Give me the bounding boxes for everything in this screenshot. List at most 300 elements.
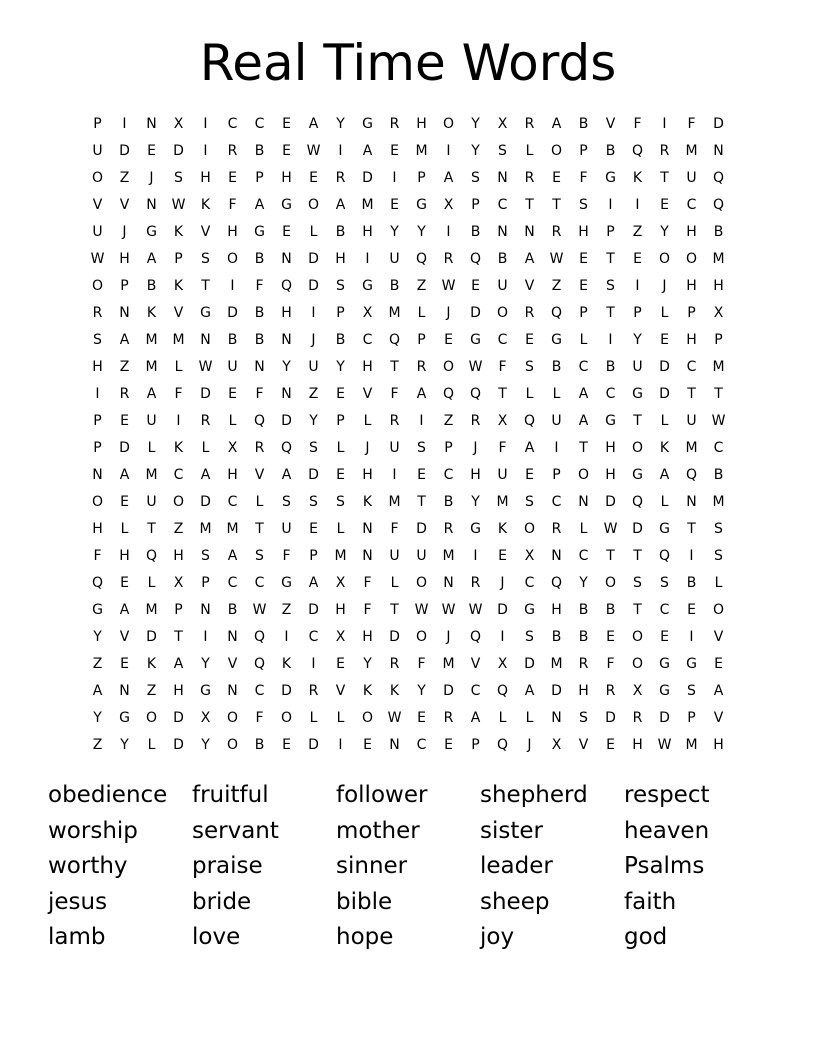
grid-letter[interactable]: H (470, 467, 481, 483)
grid-letter[interactable]: N (389, 737, 400, 753)
grid-letter[interactable]: H (92, 521, 103, 537)
grid-letter[interactable]: H (281, 305, 292, 321)
grid-letter[interactable]: E (444, 737, 453, 753)
grid-letter[interactable]: P (687, 305, 696, 321)
grid-letter[interactable]: V (578, 737, 589, 753)
grid-letter[interactable]: D (389, 629, 400, 645)
grid-letter[interactable]: R (389, 116, 400, 132)
grid-letter[interactable]: W (603, 521, 618, 537)
grid-letter[interactable]: D (200, 494, 211, 510)
grid-letter[interactable]: O (604, 575, 617, 591)
grid-letter[interactable]: P (336, 305, 345, 321)
grid-letter[interactable]: L (255, 494, 264, 510)
grid-letter[interactable]: D (416, 521, 427, 537)
grid-letter[interactable]: L (336, 710, 345, 726)
grid-letter[interactable]: P (174, 602, 183, 618)
grid-letter[interactable]: F (363, 602, 372, 618)
grid-letter[interactable]: R (659, 143, 670, 159)
grid-letter[interactable]: E (309, 521, 318, 537)
grid-letter[interactable]: I (635, 278, 640, 294)
grid-letter[interactable]: G (119, 710, 130, 726)
grid-letter[interactable]: I (392, 467, 397, 483)
grid-letter[interactable]: A (524, 683, 535, 699)
grid-letter[interactable]: I (203, 143, 208, 159)
grid-letter[interactable]: L (363, 413, 372, 429)
grid-letter[interactable]: M (712, 251, 725, 267)
grid-letter[interactable]: N (551, 548, 562, 564)
grid-letter[interactable]: D (524, 656, 535, 672)
grid-letter[interactable]: I (500, 629, 505, 645)
grid-letter[interactable]: T (633, 602, 642, 618)
grid-letter[interactable]: Q (388, 332, 401, 348)
grid-letter[interactable]: B (254, 143, 265, 159)
grid-letter[interactable]: R (389, 656, 400, 672)
grid-letter[interactable]: B (335, 224, 346, 240)
grid-letter[interactable]: Q (253, 629, 266, 645)
grid-letter[interactable]: N (119, 683, 130, 699)
grid-letter[interactable]: C (605, 386, 616, 402)
grid-letter[interactable]: P (417, 332, 426, 348)
grid-letter[interactable]: D (119, 143, 130, 159)
grid-letter[interactable]: P (93, 440, 102, 456)
grid-letter[interactable]: Y (660, 224, 669, 240)
grid-letter[interactable]: H (362, 224, 373, 240)
grid-letter[interactable]: G (92, 602, 103, 618)
grid-letter[interactable]: V (92, 197, 103, 213)
grid-letter[interactable]: E (606, 737, 615, 753)
grid-letter[interactable]: Y (471, 494, 480, 510)
grid-letter[interactable]: O (442, 359, 455, 375)
grid-letter[interactable]: E (363, 737, 372, 753)
grid-letter[interactable]: S (309, 440, 318, 456)
grid-letter[interactable]: Q (550, 305, 563, 321)
grid-letter[interactable]: S (525, 359, 534, 375)
grid-letter[interactable]: P (93, 413, 102, 429)
grid-letter[interactable]: T (660, 170, 669, 186)
grid-letter[interactable]: Z (443, 413, 454, 429)
grid-letter[interactable]: N (146, 197, 157, 213)
grid-letter[interactable]: X (497, 413, 508, 429)
grid-letter[interactable]: J (500, 575, 505, 591)
grid-letter[interactable]: N (497, 224, 508, 240)
grid-letter[interactable]: Z (146, 683, 157, 699)
grid-letter[interactable]: P (309, 548, 318, 564)
grid-letter[interactable]: G (200, 683, 211, 699)
grid-letter[interactable]: F (687, 116, 696, 132)
grid-letter[interactable]: M (415, 143, 428, 159)
grid-letter[interactable]: B (605, 602, 616, 618)
grid-letter[interactable]: O (280, 710, 293, 726)
grid-letter[interactable]: S (471, 170, 480, 186)
grid-letter[interactable]: K (173, 224, 184, 240)
grid-letter[interactable]: F (633, 116, 642, 132)
grid-letter[interactable]: T (633, 413, 642, 429)
grid-letter[interactable]: D (443, 683, 454, 699)
grid-letter[interactable]: Z (632, 224, 643, 240)
grid-letter[interactable]: O (631, 440, 644, 456)
grid-letter[interactable]: W (414, 602, 429, 618)
grid-letter[interactable]: S (336, 278, 345, 294)
grid-letter[interactable]: C (308, 629, 319, 645)
grid-letter[interactable]: B (254, 737, 265, 753)
grid-letter[interactable]: V (254, 467, 265, 483)
grid-letter[interactable]: M (685, 737, 698, 753)
grid-letter[interactable]: N (713, 143, 724, 159)
grid-letter[interactable]: T (390, 359, 399, 375)
grid-letter[interactable]: E (417, 710, 426, 726)
grid-letter[interactable]: D (173, 710, 184, 726)
grid-letter[interactable]: P (552, 467, 561, 483)
grid-letter[interactable]: H (227, 467, 238, 483)
grid-letter[interactable]: O (226, 251, 239, 267)
grid-letter[interactable]: P (579, 143, 588, 159)
grid-letter[interactable]: A (119, 332, 130, 348)
grid-letter[interactable]: I (473, 548, 478, 564)
grid-letter[interactable]: W (549, 251, 564, 267)
grid-letter[interactable]: R (200, 413, 211, 429)
grid-letter[interactable]: E (471, 278, 480, 294)
grid-letter[interactable]: J (527, 737, 532, 753)
grid-letter[interactable]: A (524, 440, 535, 456)
grid-letter[interactable]: K (173, 278, 184, 294)
grid-letter[interactable]: R (632, 710, 643, 726)
grid-letter[interactable]: P (255, 170, 264, 186)
grid-letter[interactable]: R (524, 305, 535, 321)
grid-letter[interactable]: M (442, 656, 455, 672)
grid-letter[interactable]: X (524, 548, 535, 564)
grid-letter[interactable]: A (524, 251, 535, 267)
grid-letter[interactable]: E (552, 170, 561, 186)
grid-letter[interactable]: T (417, 494, 426, 510)
grid-letter[interactable]: H (578, 224, 589, 240)
grid-letter[interactable]: B (335, 332, 346, 348)
grid-letter[interactable]: X (362, 305, 373, 321)
grid-letter[interactable]: Q (415, 251, 428, 267)
grid-letter[interactable]: M (145, 359, 158, 375)
grid-letter[interactable]: H (416, 116, 427, 132)
grid-letter[interactable]: X (173, 116, 184, 132)
grid-letter[interactable]: D (281, 413, 292, 429)
grid-letter[interactable]: Y (336, 116, 345, 132)
grid-letter[interactable]: Q (631, 143, 644, 159)
grid-letter[interactable]: E (390, 143, 399, 159)
grid-letter[interactable]: A (713, 683, 724, 699)
grid-letter[interactable]: K (173, 440, 184, 456)
grid-letter[interactable]: A (146, 251, 157, 267)
grid-letter[interactable]: X (632, 683, 643, 699)
grid-letter[interactable]: W (468, 602, 483, 618)
grid-letter[interactable]: G (686, 656, 697, 672)
grid-letter[interactable]: O (91, 278, 104, 294)
grid-letter[interactable]: A (227, 548, 238, 564)
grid-letter[interactable]: N (524, 224, 535, 240)
grid-letter[interactable]: R (389, 413, 400, 429)
grid-letter[interactable]: C (578, 359, 589, 375)
grid-letter[interactable]: C (659, 602, 670, 618)
grid-letter[interactable]: B (578, 602, 589, 618)
grid-letter[interactable]: Y (309, 413, 318, 429)
grid-letter[interactable]: B (389, 278, 400, 294)
grid-letter[interactable]: E (390, 197, 399, 213)
grid-letter[interactable]: B (578, 629, 589, 645)
grid-letter[interactable]: N (92, 467, 103, 483)
grid-letter[interactable]: U (686, 413, 697, 429)
grid-letter[interactable]: W (171, 197, 186, 213)
grid-letter[interactable]: P (174, 251, 183, 267)
grid-letter[interactable]: K (362, 494, 373, 510)
grid-letter[interactable]: E (309, 170, 318, 186)
grid-letter[interactable]: N (281, 251, 292, 267)
grid-letter[interactable]: F (390, 386, 399, 402)
grid-letter[interactable]: F (282, 548, 291, 564)
grid-letter[interactable]: G (659, 683, 670, 699)
grid-letter[interactable]: Z (119, 359, 130, 375)
grid-letter[interactable]: V (200, 224, 211, 240)
grid-letter[interactable]: A (146, 386, 157, 402)
grid-letter[interactable]: Z (551, 278, 562, 294)
grid-letter[interactable]: O (226, 710, 239, 726)
grid-letter[interactable]: M (712, 359, 725, 375)
grid-letter[interactable]: U (497, 278, 508, 294)
grid-letter[interactable]: B (254, 305, 265, 321)
grid-letter[interactable]: I (95, 386, 100, 402)
grid-letter[interactable]: S (714, 521, 723, 537)
grid-letter[interactable]: O (631, 629, 644, 645)
grid-letter[interactable]: X (551, 737, 562, 753)
grid-letter[interactable]: H (713, 737, 724, 753)
grid-letter[interactable]: S (309, 494, 318, 510)
grid-letter[interactable]: I (662, 116, 667, 132)
grid-letter[interactable]: B (227, 602, 238, 618)
grid-letter[interactable]: R (254, 440, 265, 456)
grid-letter[interactable]: G (605, 170, 616, 186)
grid-letter[interactable]: C (227, 116, 238, 132)
grid-letter[interactable]: S (93, 332, 102, 348)
grid-letter[interactable]: H (335, 602, 346, 618)
grid-letter[interactable]: O (307, 197, 320, 213)
grid-letter[interactable]: K (389, 683, 400, 699)
grid-letter[interactable]: H (173, 683, 184, 699)
grid-letter[interactable]: M (496, 494, 509, 510)
grid-letter[interactable]: L (228, 413, 237, 429)
grid-letter[interactable]: A (578, 413, 589, 429)
grid-letter[interactable]: A (659, 467, 670, 483)
grid-letter[interactable]: L (660, 305, 669, 321)
grid-letter[interactable]: Y (93, 629, 102, 645)
grid-letter[interactable]: K (200, 197, 211, 213)
grid-letter[interactable]: B (497, 251, 508, 267)
grid-letter[interactable]: I (608, 332, 613, 348)
grid-letter[interactable]: I (230, 278, 235, 294)
grid-letter[interactable]: L (525, 710, 534, 726)
grid-letter[interactable]: U (416, 548, 427, 564)
grid-letter[interactable]: O (685, 251, 698, 267)
grid-letter[interactable]: F (228, 197, 237, 213)
grid-letter[interactable]: O (91, 494, 104, 510)
grid-letter[interactable]: Q (442, 386, 455, 402)
grid-letter[interactable]: E (687, 602, 696, 618)
grid-letter[interactable]: M (712, 494, 725, 510)
grid-letter[interactable]: O (442, 116, 455, 132)
grid-letter[interactable]: Y (363, 656, 372, 672)
grid-letter[interactable]: U (308, 359, 319, 375)
grid-letter[interactable]: S (579, 197, 588, 213)
grid-letter[interactable]: D (308, 278, 319, 294)
grid-letter[interactable]: C (416, 737, 427, 753)
grid-letter[interactable]: R (308, 683, 319, 699)
grid-letter[interactable]: Z (281, 602, 292, 618)
grid-letter[interactable]: Q (658, 548, 671, 564)
grid-letter[interactable]: I (338, 737, 343, 753)
grid-letter[interactable]: R (443, 251, 454, 267)
grid-letter[interactable]: D (362, 170, 373, 186)
grid-letter[interactable]: D (119, 440, 130, 456)
grid-letter[interactable]: U (389, 548, 400, 564)
grid-letter[interactable]: G (632, 467, 643, 483)
grid-letter[interactable]: X (335, 575, 346, 591)
grid-letter[interactable]: A (308, 116, 319, 132)
grid-letter[interactable]: A (578, 386, 589, 402)
grid-letter[interactable]: P (120, 278, 129, 294)
grid-letter[interactable]: C (524, 575, 535, 591)
grid-letter[interactable]: N (578, 494, 589, 510)
grid-letter[interactable]: S (687, 683, 696, 699)
grid-letter[interactable]: I (392, 170, 397, 186)
grid-letter[interactable]: H (335, 251, 346, 267)
grid-letter[interactable]: L (390, 575, 399, 591)
grid-letter[interactable]: S (336, 494, 345, 510)
grid-letter[interactable]: V (713, 629, 724, 645)
grid-letter[interactable]: E (525, 467, 534, 483)
grid-letter[interactable]: M (145, 467, 158, 483)
grid-letter[interactable]: H (686, 278, 697, 294)
grid-letter[interactable]: A (281, 467, 292, 483)
grid-letter[interactable]: G (551, 332, 562, 348)
grid-letter[interactable]: N (146, 116, 157, 132)
grid-letter[interactable]: D (605, 710, 616, 726)
grid-letter[interactable]: Y (471, 143, 480, 159)
grid-letter[interactable]: E (633, 251, 642, 267)
grid-letter[interactable]: N (362, 548, 373, 564)
grid-letter[interactable]: O (658, 251, 671, 267)
grid-letter[interactable]: A (416, 386, 427, 402)
grid-letter[interactable]: G (659, 521, 670, 537)
grid-letter[interactable]: Q (523, 413, 536, 429)
grid-letter[interactable]: T (201, 278, 210, 294)
grid-letter[interactable]: L (579, 521, 588, 537)
grid-letter[interactable]: Y (633, 332, 642, 348)
grid-letter[interactable]: C (497, 197, 508, 213)
grid-letter[interactable]: B (551, 359, 562, 375)
grid-letter[interactable]: D (497, 602, 508, 618)
grid-letter[interactable]: P (93, 116, 102, 132)
grid-letter[interactable]: X (227, 440, 238, 456)
grid-letter[interactable]: U (146, 494, 157, 510)
grid-letter[interactable]: D (308, 602, 319, 618)
grid-letter[interactable]: W (441, 278, 456, 294)
grid-letter[interactable]: D (200, 386, 211, 402)
grid-letter[interactable]: C (713, 440, 724, 456)
grid-letter[interactable]: E (120, 494, 129, 510)
grid-letter[interactable]: I (446, 143, 451, 159)
grid-letter[interactable]: R (524, 170, 535, 186)
grid-letter[interactable]: Y (201, 656, 210, 672)
grid-letter[interactable]: C (497, 332, 508, 348)
grid-letter[interactable]: Q (280, 278, 293, 294)
grid-letter[interactable]: X (497, 116, 508, 132)
grid-letter[interactable]: R (443, 710, 454, 726)
grid-letter[interactable]: I (176, 413, 181, 429)
grid-letter[interactable]: R (470, 413, 481, 429)
grid-letter[interactable]: N (254, 359, 265, 375)
grid-letter[interactable]: O (91, 170, 104, 186)
grid-letter[interactable]: Q (280, 440, 293, 456)
grid-letter[interactable]: J (122, 224, 127, 240)
grid-letter[interactable]: E (336, 656, 345, 672)
grid-letter[interactable]: B (470, 224, 481, 240)
grid-letter[interactable]: D (308, 467, 319, 483)
grid-letter[interactable]: L (309, 224, 318, 240)
grid-letter[interactable]: G (605, 413, 616, 429)
grid-letter[interactable]: Q (253, 656, 266, 672)
grid-letter[interactable]: O (415, 629, 428, 645)
grid-letter[interactable]: E (120, 413, 129, 429)
grid-letter[interactable]: U (686, 170, 697, 186)
grid-letter[interactable]: Y (120, 737, 129, 753)
grid-letter[interactable]: S (201, 251, 210, 267)
grid-letter[interactable]: Y (201, 737, 210, 753)
grid-letter[interactable]: E (714, 656, 723, 672)
grid-letter[interactable]: M (388, 305, 401, 321)
grid-letter[interactable]: E (660, 629, 669, 645)
grid-letter[interactable]: R (524, 116, 535, 132)
grid-letter[interactable]: H (119, 251, 130, 267)
grid-letter[interactable]: B (605, 359, 616, 375)
grid-letter[interactable]: O (415, 575, 428, 591)
grid-letter[interactable]: K (632, 170, 643, 186)
grid-letter[interactable]: Y (336, 359, 345, 375)
grid-letter[interactable]: M (172, 332, 185, 348)
grid-letter[interactable]: V (524, 278, 535, 294)
grid-letter[interactable]: P (714, 332, 723, 348)
grid-letter[interactable]: H (362, 629, 373, 645)
grid-letter[interactable]: I (608, 197, 613, 213)
grid-letter[interactable]: B (713, 467, 724, 483)
grid-letter[interactable]: F (255, 710, 264, 726)
grid-letter[interactable]: D (713, 116, 724, 132)
grid-letter[interactable]: M (685, 143, 698, 159)
grid-letter[interactable]: H (632, 737, 643, 753)
grid-letter[interactable]: I (446, 224, 451, 240)
grid-letter[interactable]: U (497, 467, 508, 483)
grid-letter[interactable]: O (172, 494, 185, 510)
grid-letter[interactable]: N (551, 710, 562, 726)
grid-letter[interactable]: C (254, 683, 265, 699)
grid-letter[interactable]: G (362, 278, 373, 294)
grid-letter[interactable]: H (281, 170, 292, 186)
grid-letter[interactable]: H (605, 440, 616, 456)
grid-letter[interactable]: B (713, 224, 724, 240)
grid-letter[interactable]: V (470, 656, 481, 672)
grid-letter[interactable]: O (226, 737, 239, 753)
grid-letter[interactable]: O (550, 143, 563, 159)
grid-letter[interactable]: L (120, 521, 129, 537)
grid-letter[interactable]: T (498, 386, 507, 402)
grid-letter[interactable]: S (525, 494, 534, 510)
grid-letter[interactable]: L (579, 332, 588, 348)
grid-letter[interactable]: H (362, 359, 373, 375)
grid-letter[interactable]: U (281, 521, 292, 537)
